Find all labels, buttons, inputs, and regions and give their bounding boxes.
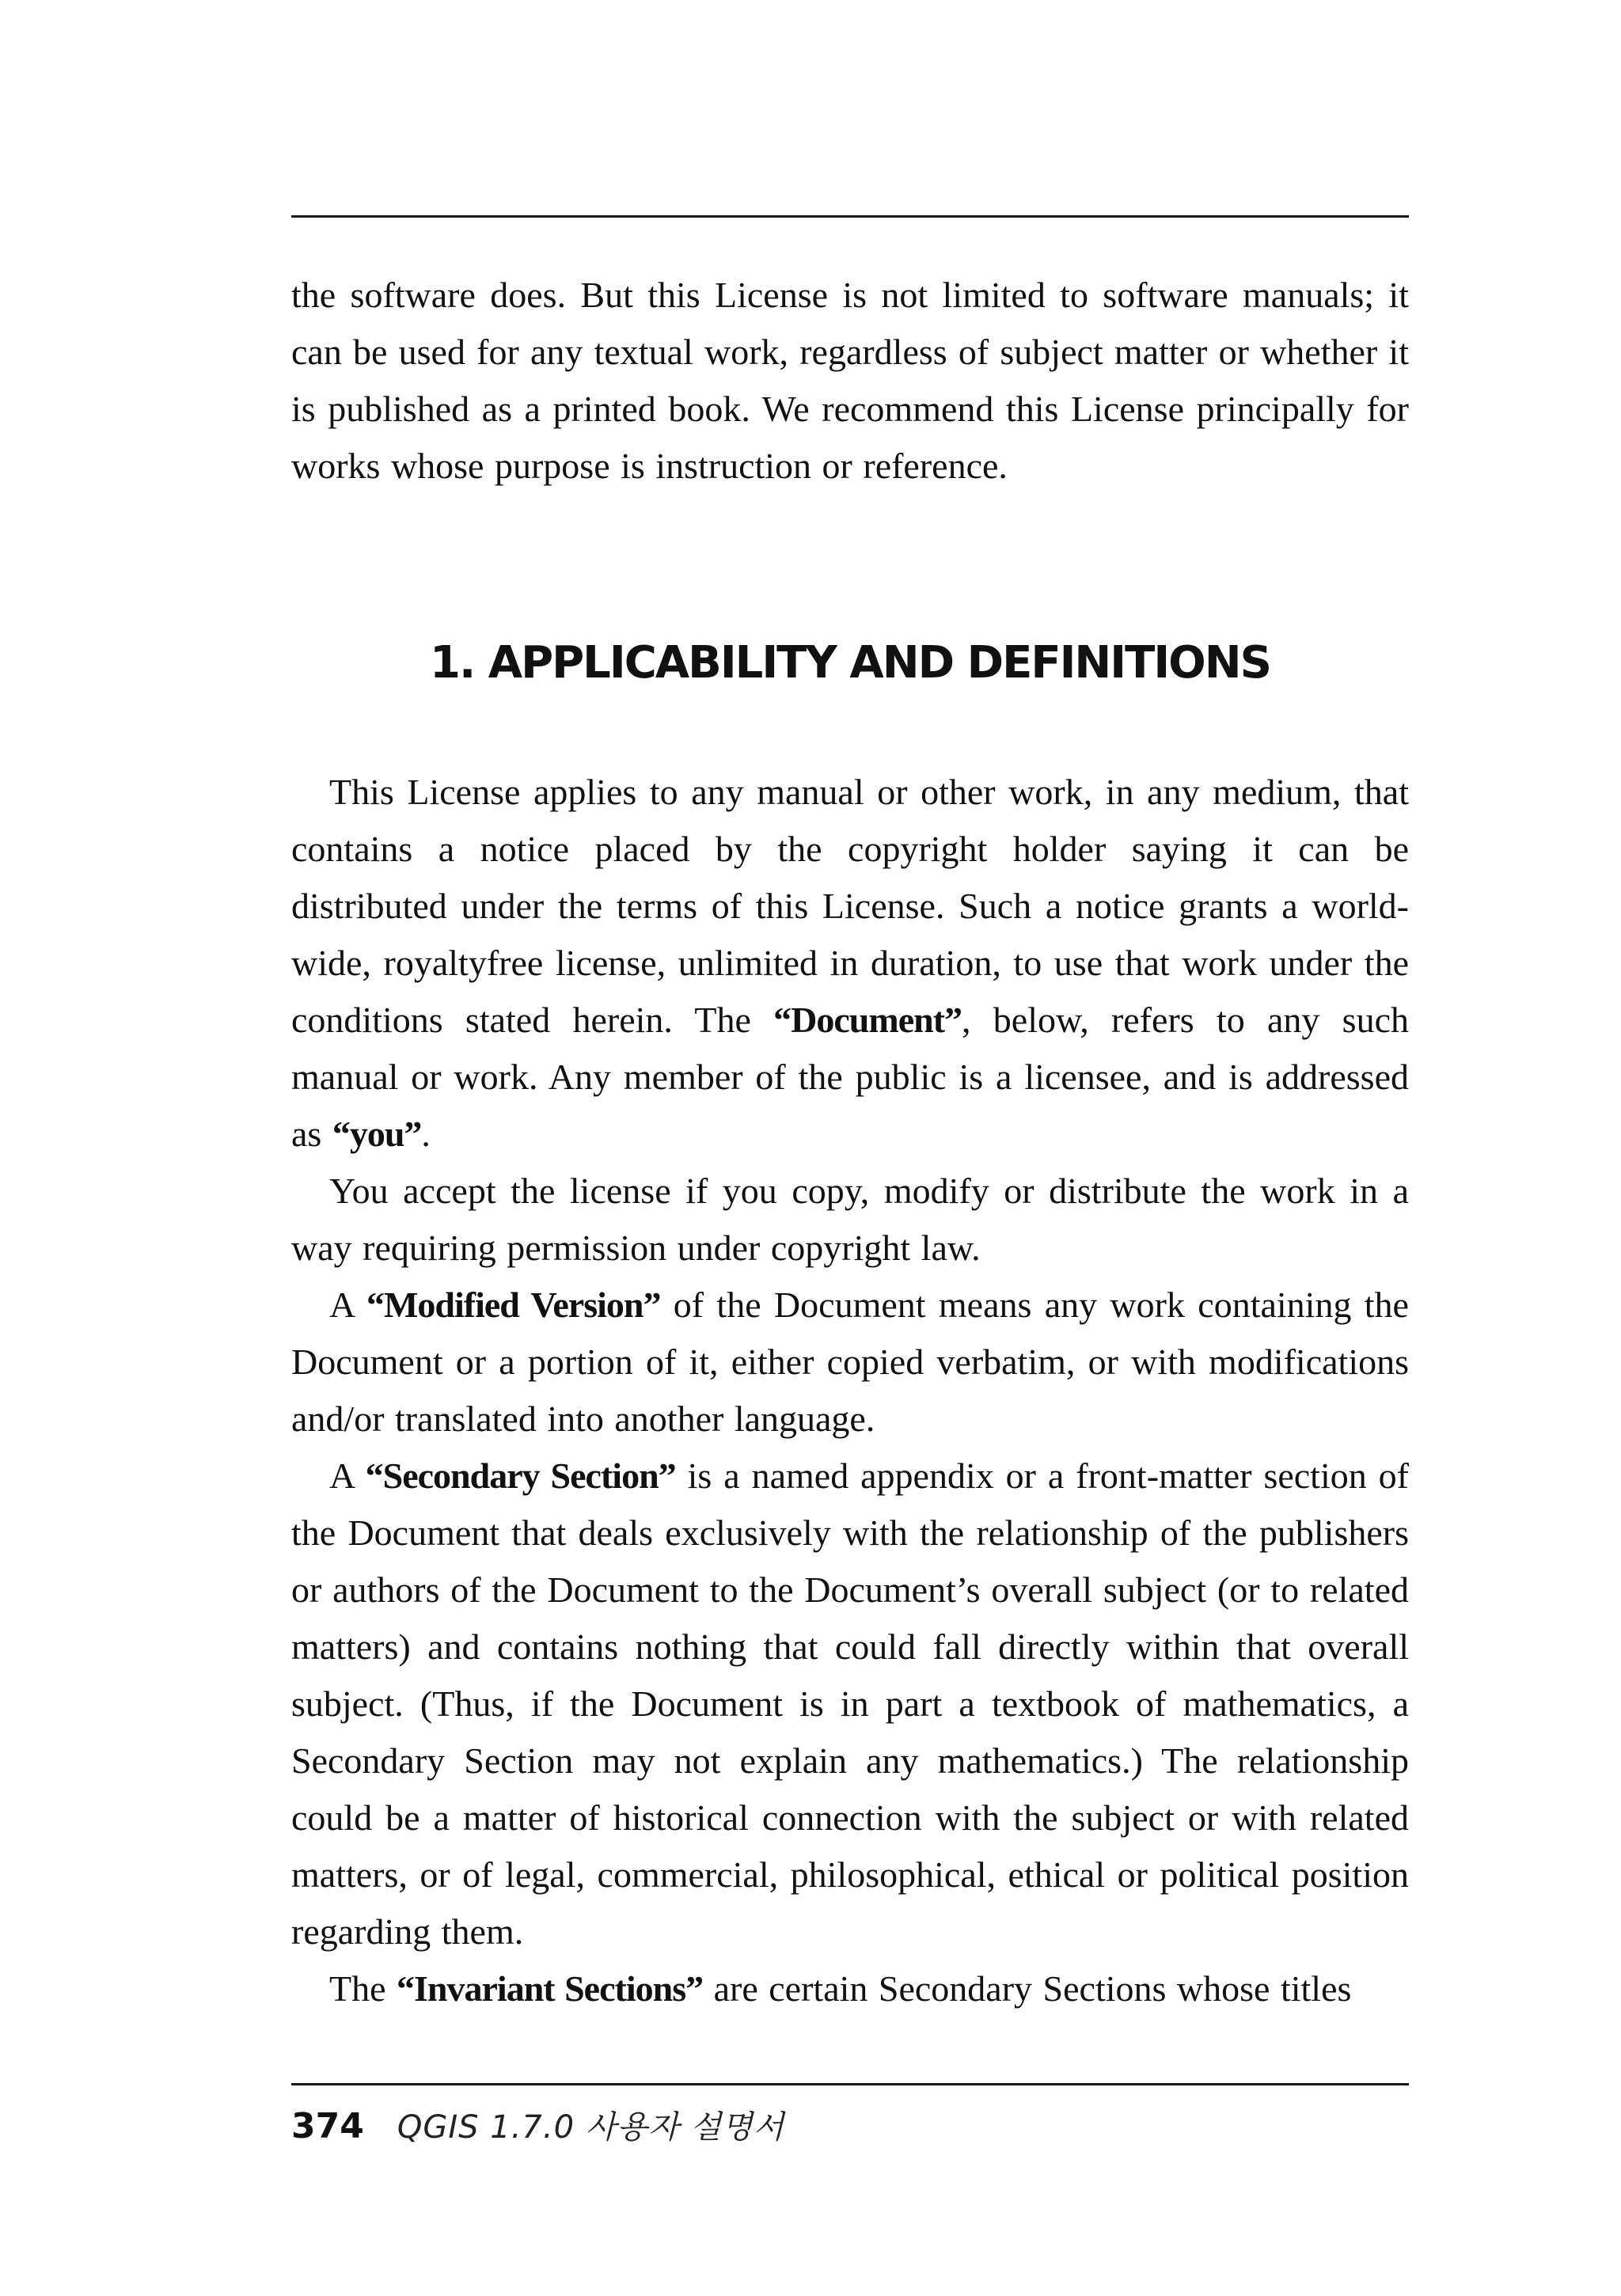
defined-term-invariant-sections: “Invariant Sections”: [397, 1968, 704, 2009]
paragraph-text: , below, refers to any such manual or work. Any member of the public is a licensee, and is addressed as: [291, 1000, 1409, 1154]
section-heading: 1. APPLICABILITY AND DEFINITIONS: [430, 637, 1270, 689]
paragraph-text: .: [421, 1114, 431, 1154]
paragraph-modified-version: [291, 1277, 1409, 1448]
defined-term-secondary-section: “Secondary Section”: [365, 1455, 676, 1496]
paragraph-secondary-section: [291, 1448, 1409, 1960]
paragraph-text: of the Document means any work containing the Document or a portion of it, either copied verbatim, or with modifications and/or translated into another language.: [291, 1285, 1409, 1439]
defined-term-you: “you”: [332, 1114, 422, 1154]
paragraph-text: The: [329, 1968, 397, 2009]
book-title: QGIS 1.7.0 사용자 설명서: [397, 2109, 785, 2146]
paragraph-text: A: [329, 1285, 366, 1325]
paragraph-applicability: [291, 764, 1409, 1163]
paragraph-text: A: [329, 1455, 366, 1496]
defined-term-modified-version: “Modified Version”: [366, 1285, 661, 1325]
page-number: 374: [291, 2106, 364, 2146]
paragraph-text: This License applies to any manual or other work, in any medium, that contains a notice placed by the copyright holder saying it can be distributed under the terms of this License. Such a notice grants a world-wide, royaltyfree license, unlimited in duration, to use that work under the conditions stated herein. The: [291, 772, 1409, 1040]
main-body: [291, 764, 1409, 2017]
paragraph-text: are certain Secondary Sections whose titles: [703, 1968, 1352, 2009]
top-rule: [291, 215, 1409, 218]
paragraph-acceptance: You accept the license if you copy, modify or distribute the work in a way requiring permission under copyright law.: [291, 1171, 1409, 1268]
page-footer: [291, 2102, 784, 2153]
paragraph-text: is a named appendix or a front-matter section of the Document that deals exclusively with the relationship of the publishers or authors of the Document to the Document’s overall subject (or to related matters) and contains nothing that could fall directly within that overall subject. (Thus, if the Document is in part a textbook of mathematics, a Secondary Section may not explain any mathematics.) The relationship could be a matter of historical connection with the subject or with related matters, or of legal, commercial, philosophical, ethical or political position regarding them.: [291, 1455, 1410, 1952]
bottom-rule: [291, 2083, 1409, 2085]
intro-paragraph: the software does. But this License is not limited to software manuals; it can be used for any textual work, regardless of subject matter or whether it is published as a printed book. We recommend this License principally for works whose purpose is instruction or reference.: [291, 275, 1409, 486]
defined-term-document: “Document”: [773, 1000, 962, 1040]
paragraph-invariant-sections: [291, 1960, 1409, 2017]
intro-block: [291, 267, 1409, 495]
